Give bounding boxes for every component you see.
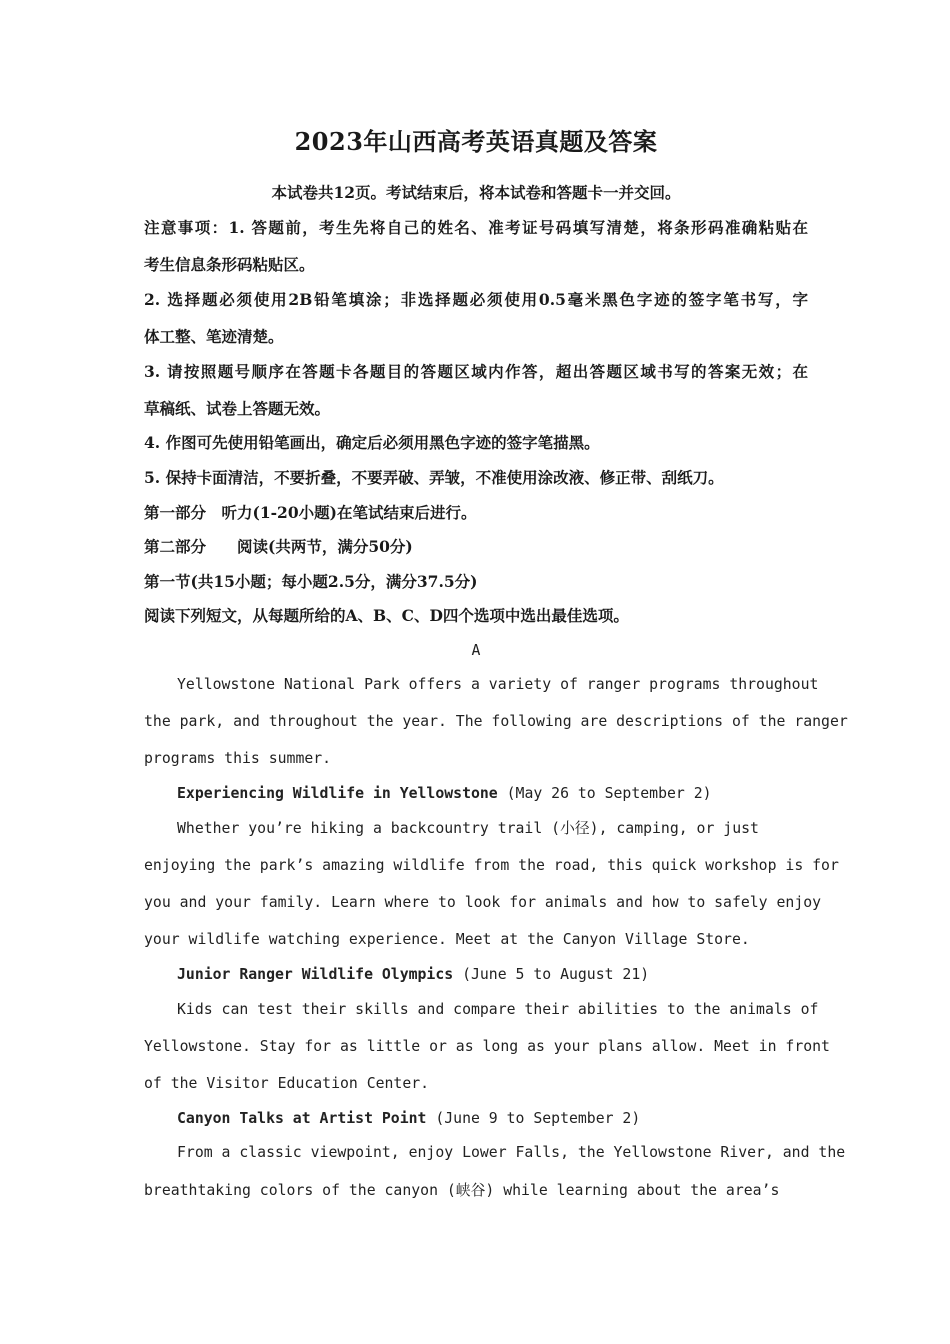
program-dates: (June 9 to September 2) xyxy=(426,1110,641,1127)
intro-line-1: Yellowstone National Park offers a variety of ranger programs throughout xyxy=(177,676,819,693)
notes-line-2: 考生信息条形码粘贴区。 xyxy=(144,255,315,274)
notes-line-3: 2. 选择题必须使用2B铅笔填涂；非选择题必须使用0.5毫米黑色字迹的签字笔书写，字 xyxy=(144,290,808,309)
program-heading xyxy=(177,963,649,987)
program-body-line: breathtaking colors of the canyon (峡谷) while learning about the area’s xyxy=(144,1182,780,1199)
program-body-line: From a classic viewpoint, enjoy Lower Falls, the Yellowstone River, and the xyxy=(177,1144,846,1161)
page-title: 2023年山西高考英语真题及答案 xyxy=(294,127,658,156)
section-reading-instruction: 阅读下列短文，从每题所给的A、B、C、D四个选项中选出最佳选项。 xyxy=(144,606,629,625)
section-subsection-one: 第一节(共15小题；每小题2.5分，满分37.5分) xyxy=(144,572,478,591)
program-body-line: Kids can test their skills and compare their abilities to the animals of xyxy=(177,1001,819,1018)
program-body-line: you and your family. Learn where to look for animals and how to safely enjoy xyxy=(144,894,822,911)
notes-line-5: 3. 请按照题号顺序在答题卡各题目的答题区域内作答，超出答题区域书写的答案无效；在 xyxy=(144,362,808,381)
program-body-line: Yellowstone. Stay for as little or as long as your plans allow. Meet in front xyxy=(144,1038,830,1055)
program-body-line: Whether you’re hiking a backcountry trail (小径), camping, or just xyxy=(177,820,759,837)
exam-instruction: 本试卷共12页。考试结束后，将本试卷和答题卡一并交回。 xyxy=(271,183,681,202)
program-dates: (June 5 to August 21) xyxy=(453,966,650,983)
program-heading xyxy=(177,782,712,806)
program-name: Experiencing Wildlife in Yellowstone xyxy=(177,785,498,802)
notes-line-8: 5. 保持卡面清洁，不要折叠，不要弄破、弄皱，不准使用涂改液、修正带、刮纸刀。 xyxy=(144,468,724,487)
notes-line-6: 草稿纸、试卷上答题无效。 xyxy=(144,399,331,418)
program-body-line: your wildlife watching experience. Meet at the Canyon Village Store. xyxy=(144,931,750,948)
program-heading xyxy=(177,1107,640,1131)
intro-line-2: the park, and throughout the year. The following are descriptions of the ranger xyxy=(144,713,848,730)
intro-line-3: programs this summer. xyxy=(144,750,332,767)
program-body-line: enjoying the park’s amazing wildlife from the road, this quick workshop is for xyxy=(144,857,839,874)
section-part-two: 第二部分 阅读(共两节，满分50分) xyxy=(144,537,413,556)
passage-label: A xyxy=(471,642,481,659)
program-body-line: of the Visitor Education Center. xyxy=(144,1075,430,1092)
notes-line-7: 4. 作图可先使用铅笔画出，确定后必须用黑色字迹的签字笔描黑。 xyxy=(144,433,600,452)
notes-line-1: 注意事项：1. 答题前，考生先将自己的姓名、准考证号码填写清楚，将条形码准确粘贴在 xyxy=(144,218,808,237)
program-name: Canyon Talks at Artist Point xyxy=(177,1110,427,1127)
program-name: Junior Ranger Wildlife Olympics xyxy=(177,966,454,983)
notes-line-4: 体工整、笔迹清楚。 xyxy=(144,327,284,346)
program-dates: (May 26 to September 2) xyxy=(497,785,712,802)
section-part-one: 第一部分 听力(1-20小题)在笔试结束后进行。 xyxy=(144,503,477,522)
